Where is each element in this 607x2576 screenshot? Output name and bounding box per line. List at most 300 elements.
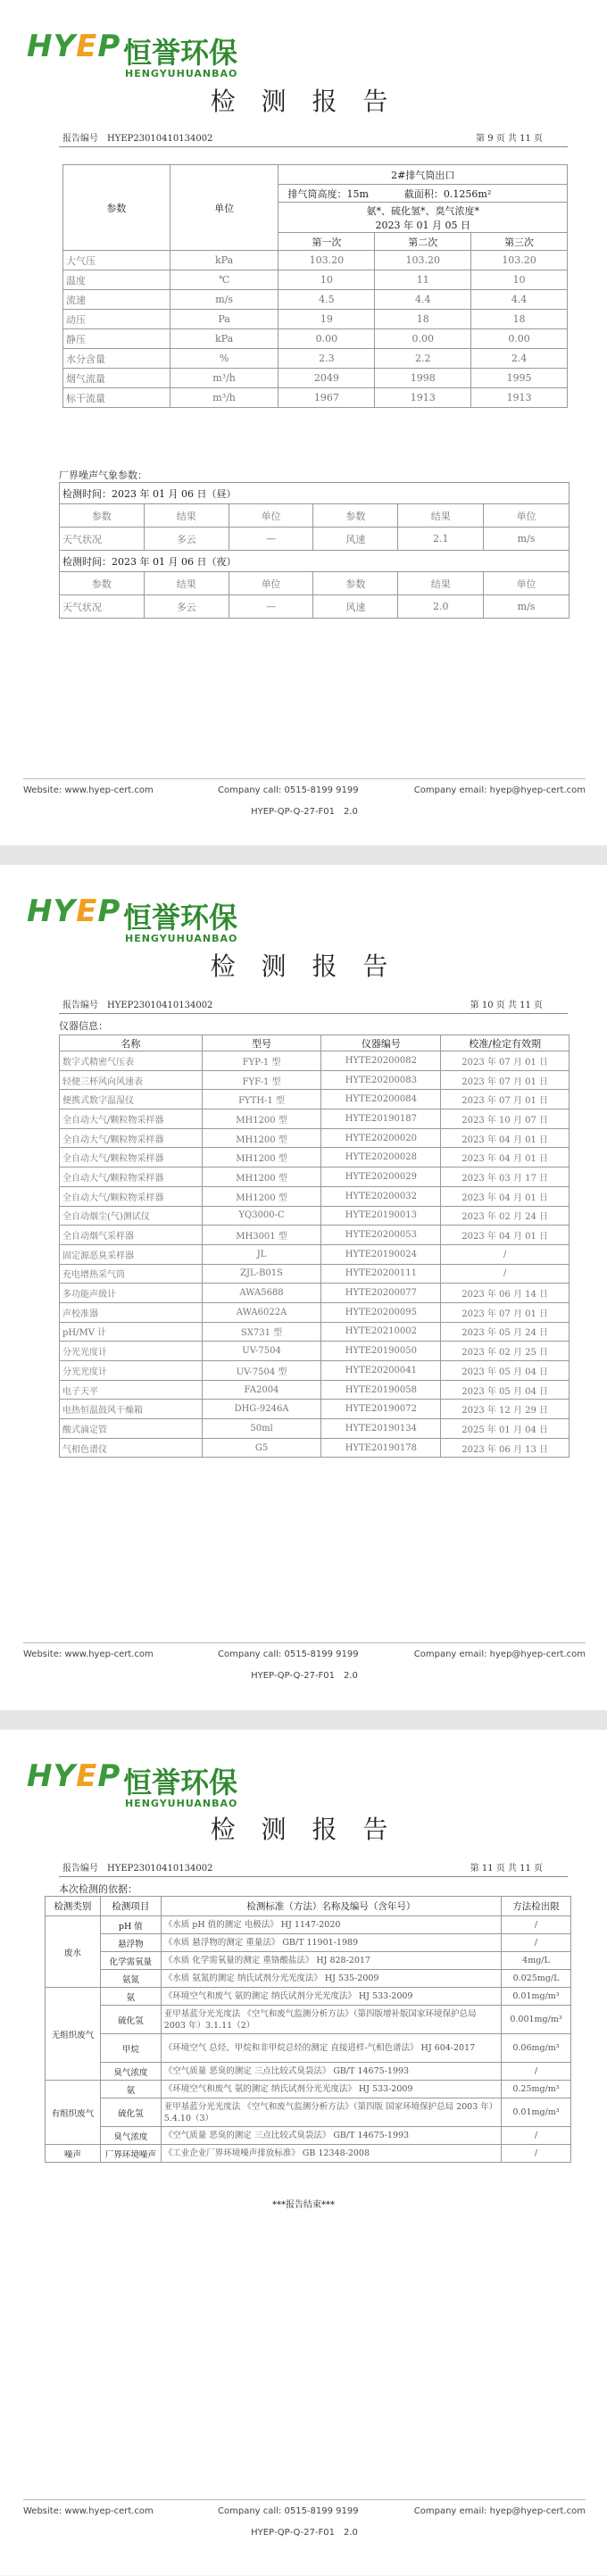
method-row	[46, 2006, 571, 2034]
logo-english: HENGYUHUANBAO	[125, 933, 238, 944]
emission-row	[63, 388, 568, 408]
noise-value-cell: 天气状况	[60, 595, 145, 619]
value-cell: 2049	[279, 369, 375, 388]
emission-row	[63, 329, 568, 349]
method-standard-cell: 《水质 pH 值的测定 电极法》 HJ 1147-2020	[161, 1916, 501, 1934]
instrument-header-cell: 型号	[202, 1035, 321, 1051]
method-standard-cell: 《环境空气 总烃、甲烷和非甲烷总烃的测定 直接进样-气相色谱法》 HJ 604-2017	[161, 2034, 501, 2063]
instrument-rows	[60, 1051, 570, 1458]
method-table	[45, 1896, 571, 2163]
instrument-cell: 分光光度计	[60, 1361, 203, 1381]
instrument-cell: 固定源恶臭采样器	[60, 1244, 203, 1264]
page-number: 第 10 页 共 11 页	[470, 1001, 543, 1010]
footer-phone: Company call: 0515-8199 9199	[218, 2506, 359, 2516]
instrument-cell: 2023 年 05 月 04 日	[441, 1380, 570, 1400]
instrument-cell: HYTE20190187	[321, 1109, 441, 1129]
instrument-cell: SX731 型	[202, 1322, 321, 1342]
method-item-cell: 硫化氢	[100, 2006, 161, 2034]
method-row	[46, 2145, 571, 2163]
stack-height: 排气筒高度：15m	[287, 187, 369, 200]
method-limit-cell: 0.25mg/m³	[502, 2081, 571, 2098]
emission-table	[62, 164, 568, 408]
noise-header-row-day	[60, 504, 570, 528]
value-cell: 10	[471, 270, 568, 290]
instrument-row	[60, 1264, 570, 1284]
method-limit-cell: /	[502, 2127, 571, 2145]
method-item-cell: 甲烷	[100, 2034, 161, 2063]
emission-row	[63, 369, 568, 388]
method-standard-cell: 《工业企业厂界环境噪声排放标准》 GB 12348-2008	[161, 2145, 501, 2163]
instrument-row	[60, 1090, 570, 1109]
instrument-cell: 2023 年 04 月 01 日	[441, 1128, 570, 1148]
instrument-row	[60, 1361, 570, 1381]
method-standard-cell: 《水质 氨氮的测定 纳氏试剂分光光度法》 HJ 535-2009	[161, 1970, 501, 1988]
instrument-row	[60, 1186, 570, 1206]
report-number: 报告编号 HYEP23010410134002	[62, 1001, 213, 1010]
instrument-row	[60, 1419, 570, 1439]
noise-header-cell: 参数	[60, 572, 145, 595]
footer-phone: Company call: 0515-8199 9199	[218, 785, 359, 795]
header-rule	[59, 1013, 568, 1014]
stack-info	[279, 185, 568, 203]
instrument-cell: HYTE20190024	[321, 1244, 441, 1264]
footer-email[interactable]: Company email: hyep@hyep-cert.com	[413, 2506, 586, 2516]
footer-email[interactable]: Company email: hyep@hyep-cert.com	[413, 785, 586, 795]
param-cell: 烟气流量	[63, 369, 170, 388]
instrument-cell: MH3001 型	[202, 1226, 321, 1245]
instrument-cell: MH1200 型	[202, 1168, 321, 1187]
report-title: 检 测 报 告	[210, 87, 397, 116]
instrument-cell: UV-7504 型	[202, 1361, 321, 1381]
instrument-row	[60, 1244, 570, 1264]
logo-mark: HYEP	[27, 1758, 121, 1794]
instrument-cell: HYTE20190178	[321, 1438, 441, 1458]
value-cell: 11	[375, 270, 471, 290]
instrument-header-cell: 校准/检定有效期	[441, 1035, 570, 1051]
noise-header-cell: 结果	[398, 504, 484, 528]
instrument-cell: 2023 年 07 月 01 日	[441, 1090, 570, 1109]
report-number: 报告编号 HYEP23010410134002	[62, 1864, 213, 1874]
method-item-cell: 臭气浓度	[100, 2127, 161, 2145]
method-standard-cell: 《水质 化学需氧量的测定 重铬酸盐法》 HJ 828-2017	[161, 1952, 501, 1970]
instrument-cell: 2023 年 02 月 25 日	[441, 1342, 570, 1361]
value-cell: 0.00	[279, 329, 375, 349]
instrument-cell: MH1200 型	[202, 1148, 321, 1168]
instrument-cell: 2023 年 07 月 01 日	[441, 1051, 570, 1071]
instrument-cell: 酸式滴定管	[60, 1419, 203, 1439]
method-limit-cell: 0.025mg/L	[502, 1970, 571, 1988]
instrument-row	[60, 1206, 570, 1226]
emission-row	[63, 251, 568, 270]
stack-area: 截面积：0.1256m²	[403, 187, 492, 200]
instrument-cell: 2025 年 01 月 04 日	[441, 1419, 570, 1439]
logo-mark: HYEP	[27, 29, 121, 64]
method-row	[46, 1970, 571, 1988]
logo-mark: HYEP	[27, 893, 121, 929]
footer-code: HYEP-QP-Q-27-F01 2.0	[251, 1671, 358, 1681]
instrument-cell: pH/MV 计	[60, 1322, 203, 1342]
noise-value-cell: —	[229, 595, 313, 619]
noise-header-cell: 结果	[144, 504, 229, 528]
page-gap	[0, 845, 607, 865]
noise-value-cell: 风速	[313, 528, 398, 551]
method-limit-cell: 0.06mg/m³	[502, 2034, 571, 2063]
unit-cell: kPa	[170, 329, 279, 349]
instrument-cell: HYTE20200111	[321, 1264, 441, 1284]
method-category-cell: 噪声	[46, 2145, 101, 2163]
method-limit-cell: /	[502, 1916, 571, 1934]
value-cell: 1913	[471, 388, 568, 408]
value-cell: 1995	[471, 369, 568, 388]
instrument-cell: 2023 年 05 月 04 日	[441, 1361, 570, 1381]
method-standard-cell: 亚甲基蓝分光光度法 《空气和废气监测分析方法》（第四版 国家环境保护总局 2003 年）5.4.10（3）	[161, 2098, 501, 2127]
noise-header-cell: 参数	[313, 504, 398, 528]
run-2-header: 第二次	[375, 233, 471, 251]
unit-cell: ℃	[170, 270, 279, 290]
instrument-cell: 全自动大气/颗粒物采样器	[60, 1186, 203, 1206]
instrument-row	[60, 1070, 570, 1090]
noise-day-row	[60, 528, 570, 551]
method-row	[46, 1952, 571, 1970]
report-page-11	[0, 1730, 607, 2575]
footer-email[interactable]: Company email: hyep@hyep-cert.com	[413, 1649, 586, 1659]
method-limit-cell: /	[502, 2145, 571, 2163]
value-cell: 2.3	[279, 349, 375, 369]
unit-header: 单位	[170, 165, 279, 251]
logo-english: HENGYUHUANBAO	[125, 1798, 238, 1809]
value-cell: 103.20	[279, 251, 375, 270]
unit-cell: kPa	[170, 251, 279, 270]
param-cell: 标干流量	[63, 388, 170, 408]
instrument-cell: 2023 年 04 月 01 日	[441, 1148, 570, 1168]
instrument-cell: HYTE20200083	[321, 1070, 441, 1090]
instrument-row	[60, 1284, 570, 1303]
footer-rule	[23, 1642, 586, 1643]
method-header-cell: 检测项目	[100, 1897, 161, 1916]
method-category-cell: 废水	[46, 1916, 101, 1988]
noise-header-row-night	[60, 572, 570, 595]
param-cell: 静压	[63, 329, 170, 349]
emission-row	[63, 290, 568, 310]
instrument-cell: MH1200 型	[202, 1109, 321, 1129]
report-title: 检 测 报 告	[210, 951, 397, 981]
value-cell: 1967	[279, 388, 375, 408]
noise-table	[59, 482, 570, 619]
method-row	[46, 2081, 571, 2098]
method-row	[46, 2063, 571, 2081]
instrument-cell: HYTE20200029	[321, 1168, 441, 1187]
instrument-row	[60, 1322, 570, 1342]
logo-chinese: 恒誉环保	[123, 901, 238, 935]
instrument-cell: HYTE20200028	[321, 1148, 441, 1168]
method-category-cell: 无组织废气	[46, 1988, 101, 2081]
noise-value-cell: 多云	[144, 595, 229, 619]
instrument-cell: 2023 年 06 月 14 日	[441, 1284, 570, 1303]
method-limit-cell: 0.01mg/m³	[502, 1988, 571, 2006]
instrument-cell: 电子天平	[60, 1380, 203, 1400]
method-row	[46, 2098, 571, 2127]
instrument-cell: HYTE20200082	[321, 1051, 441, 1071]
param-cell: 温度	[63, 270, 170, 290]
param-cell: 动压	[63, 310, 170, 329]
noise-value-cell: 2.0	[398, 595, 484, 619]
pollutant-date	[279, 203, 568, 233]
footer-code: HYEP-QP-Q-27-F01 2.0	[251, 2528, 358, 2538]
footer-website[interactable]: Website: www.hyep-cert.com	[23, 2506, 154, 2516]
param-cell: 水分含量	[63, 349, 170, 369]
logo-chinese: 恒誉环保	[123, 36, 238, 70]
footer-code: HYEP-QP-Q-27-F01 2.0	[251, 807, 358, 817]
noise-header-cell: 单位	[484, 572, 570, 595]
noise-value-cell: 2.1	[398, 528, 484, 551]
value-cell: 1998	[375, 369, 471, 388]
method-item-cell: 厂界环境噪声	[100, 2145, 161, 2163]
instrument-cell: FYTH-1 型	[202, 1090, 321, 1109]
instrument-cell: HYTE20200032	[321, 1186, 441, 1206]
noise-header-cell: 结果	[398, 572, 484, 595]
noise-title: 厂界噪声气象参数：	[59, 469, 147, 481]
instrument-header-cell: 名称	[60, 1035, 203, 1051]
instrument-cell: HYTE20190058	[321, 1380, 441, 1400]
value-cell: 0.00	[375, 329, 471, 349]
value-cell: 2.4	[471, 349, 568, 369]
instrument-cell: 全自动大气/颗粒物采样器	[60, 1128, 203, 1148]
noise-header-cell: 单位	[484, 504, 570, 528]
instrument-title: 仪器信息：	[59, 1020, 108, 1032]
logo-chinese: 恒誉环保	[123, 1766, 238, 1799]
instrument-cell: 全自动烟尘(气)测试仪	[60, 1206, 203, 1226]
method-rows	[46, 1916, 571, 2163]
noise-value-cell: —	[229, 528, 313, 551]
noise-night-time: 检测时间：2023 年 01 月 06 日（夜）	[60, 551, 570, 572]
instrument-row	[60, 1400, 570, 1419]
instrument-cell: 2023 年 06 月 13 日	[441, 1438, 570, 1458]
method-row	[46, 1988, 571, 2006]
instrument-cell: 2023 年 07 月 01 日	[441, 1070, 570, 1090]
instrument-cell: HYTE20200053	[321, 1226, 441, 1245]
method-header-cell: 检测标准（方法）名称及编号（含年号）	[161, 1897, 501, 1916]
page-number: 第 9 页 共 11 页	[476, 134, 543, 144]
method-item-cell: 氨氮	[100, 1970, 161, 1988]
unit-cell: Pa	[170, 310, 279, 329]
instrument-cell: 全自动大气/颗粒物采样器	[60, 1109, 203, 1129]
instrument-cell: 电热恒温鼓风干燥箱	[60, 1400, 203, 1419]
sampling-date: 2023 年 01 月 05 日	[375, 219, 470, 231]
value-cell: 10	[279, 270, 375, 290]
unit-cell: m³/h	[170, 369, 279, 388]
page-number: 第 11 页 共 11 页	[470, 1864, 543, 1874]
instrument-cell: 2023 年 07 月 01 日	[441, 1302, 570, 1322]
instrument-cell: 2023 年 03 月 17 日	[441, 1168, 570, 1187]
method-limit-cell: 0.01mg/m³	[502, 2098, 571, 2127]
noise-header-cell: 参数	[313, 572, 398, 595]
instrument-cell: HYTE20200095	[321, 1302, 441, 1322]
instrument-cell: G5	[202, 1438, 321, 1458]
footer-rule	[23, 778, 586, 779]
instrument-cell: HYTE20190134	[321, 1419, 441, 1439]
method-limit-cell: /	[502, 2063, 571, 2081]
method-header-cell: 检测类别	[46, 1897, 101, 1916]
instrument-cell: 多功能声级计	[60, 1284, 203, 1303]
method-standard-cell: 《空气质量 恶臭的测定 三点比较式臭袋法》 GB/T 14675-1993	[161, 2063, 501, 2081]
method-header-row	[46, 1897, 571, 1916]
noise-header-cell: 参数	[60, 504, 145, 528]
outlet-name: 2#排气筒出口	[279, 165, 568, 185]
method-item-cell: 硫化氢	[100, 2098, 161, 2127]
instrument-cell: 轻便三杯风向风速表	[60, 1070, 203, 1090]
instrument-cell: HYTE20190013	[321, 1206, 441, 1226]
method-row	[46, 1916, 571, 1934]
instrument-cell: 声校准器	[60, 1302, 203, 1322]
instrument-cell: 2023 年 10 月 07 日	[441, 1109, 570, 1129]
instrument-row	[60, 1109, 570, 1129]
report-page-9	[0, 0, 607, 845]
method-item-cell: 氨	[100, 2081, 161, 2098]
instrument-cell: DHG-9246A	[202, 1400, 321, 1419]
method-standard-cell: 《环境空气和废气 氨的测定 纳氏试剂分光光度法》 HJ 533-2009	[161, 2081, 501, 2098]
noise-night-row	[60, 595, 570, 619]
instrument-row	[60, 1380, 570, 1400]
noise-value-cell: 风速	[313, 595, 398, 619]
method-item-cell: 化学需氧量	[100, 1952, 161, 1970]
footer-rule	[23, 2499, 586, 2500]
emission-row	[63, 310, 568, 329]
noise-header-cell: 单位	[229, 504, 313, 528]
value-cell: 18	[375, 310, 471, 329]
instrument-cell: 2023 年 02 月 24 日	[441, 1206, 570, 1226]
noise-value-cell: m/s	[484, 595, 570, 619]
instrument-cell: 全自动大气/颗粒物采样器	[60, 1168, 203, 1187]
instrument-cell: MH1200 型	[202, 1186, 321, 1206]
method-standard-cell: 《空气质量 恶臭的测定 三点比较式臭袋法》 GB/T 14675-1993	[161, 2127, 501, 2145]
instrument-cell: /	[441, 1264, 570, 1284]
instrument-row	[60, 1438, 570, 1458]
report-page-10	[0, 865, 607, 1710]
instrument-cell: AWA6022A	[202, 1302, 321, 1322]
method-limit-cell: 0.001mg/m³	[502, 2006, 571, 2034]
instrument-cell: UV-7504	[202, 1342, 321, 1361]
method-standard-cell: 亚甲基蓝分光光度法 《空气和废气监测分析方法》（第四版增补版国家环境保护总局 2003 年）3.1.11（2）	[161, 2006, 501, 2034]
instrument-cell: AWA5688	[202, 1284, 321, 1303]
value-cell: 2.2	[375, 349, 471, 369]
instrument-cell: 便携式数字温湿仪	[60, 1090, 203, 1109]
instrument-row	[60, 1342, 570, 1361]
report-title: 检 测 报 告	[210, 1815, 397, 1844]
value-cell: 4.4	[375, 290, 471, 310]
instrument-cell: FYP-1 型	[202, 1051, 321, 1071]
instrument-cell: MH1200 型	[202, 1128, 321, 1148]
instrument-row	[60, 1051, 570, 1071]
report-number: 报告编号 HYEP23010410134002	[62, 134, 213, 144]
footer-website[interactable]: Website: www.hyep-cert.com	[23, 1649, 154, 1659]
instrument-cell: HYTE20200077	[321, 1284, 441, 1303]
instrument-header-cell: 仪器编号	[321, 1035, 441, 1051]
value-cell: 0.00	[471, 329, 568, 349]
instrument-row	[60, 1168, 570, 1187]
method-row	[46, 1934, 571, 1952]
noise-day-time: 检测时间：2023 年 01 月 06 日（昼）	[60, 483, 570, 504]
unit-cell: %	[170, 349, 279, 369]
noise-value-cell: 多云	[144, 528, 229, 551]
param-header: 参数	[63, 165, 170, 251]
instrument-cell: YQ3000-C	[202, 1206, 321, 1226]
instrument-cell: 2023 年 12 月 29 日	[441, 1400, 570, 1419]
instrument-cell: 全自动大气/颗粒物采样器	[60, 1148, 203, 1168]
noise-value-cell: m/s	[484, 528, 570, 551]
noise-header-cell: 单位	[229, 572, 313, 595]
method-standard-cell: 《水质 悬浮物的测定 重量法》 GB/T 11901-1989	[161, 1934, 501, 1952]
instrument-table	[59, 1035, 570, 1458]
instrument-cell: 气相色谱仪	[60, 1438, 203, 1458]
noise-header-cell: 结果	[144, 572, 229, 595]
param-cell: 大气压	[63, 251, 170, 270]
instrument-cell: 2023 年 04 月 01 日	[441, 1226, 570, 1245]
emission-row	[63, 349, 568, 369]
instrument-cell: 数字式精密气压表	[60, 1051, 203, 1071]
method-limit-cell: 4mg/L	[502, 1952, 571, 1970]
instrument-row	[60, 1226, 570, 1245]
instrument-cell: HYTE20200084	[321, 1090, 441, 1109]
instrument-cell: 充电增热采气筒	[60, 1264, 203, 1284]
instrument-cell: JL	[202, 1244, 321, 1264]
method-limit-cell: /	[502, 1934, 571, 1952]
header-rule	[59, 146, 568, 147]
instrument-cell: /	[441, 1244, 570, 1264]
method-header-cell: 方法检出限	[502, 1897, 571, 1916]
unit-cell: m³/h	[170, 388, 279, 408]
report-end-note: ***报告结束***	[272, 2200, 335, 2210]
method-row	[46, 2127, 571, 2145]
value-cell: 19	[279, 310, 375, 329]
header-rule	[59, 1876, 568, 1877]
emission-rows	[63, 251, 568, 408]
instrument-cell: 50ml	[202, 1419, 321, 1439]
instrument-cell: FA2004	[202, 1380, 321, 1400]
footer-website[interactable]: Website: www.hyep-cert.com	[23, 785, 154, 795]
instrument-header-row	[60, 1035, 570, 1051]
method-item-cell: 悬浮物	[100, 1934, 161, 1952]
instrument-cell: HYTE20200020	[321, 1128, 441, 1148]
logo-english: HENGYUHUANBAO	[125, 68, 238, 79]
method-title: 本次检测的依据：	[59, 1883, 137, 1895]
instrument-cell: HYTE20190072	[321, 1400, 441, 1419]
instrument-cell: HYTE20200041	[321, 1361, 441, 1381]
value-cell: 18	[471, 310, 568, 329]
instrument-cell: 分光光度计	[60, 1342, 203, 1361]
unit-cell: m/s	[170, 290, 279, 310]
method-item-cell: pH 值	[100, 1916, 161, 1934]
method-item-cell: 氨	[100, 1988, 161, 2006]
instrument-row	[60, 1302, 570, 1322]
instrument-row	[60, 1148, 570, 1168]
noise-value-cell: 天气状况	[60, 528, 145, 551]
method-standard-cell: 《环境空气和废气 氨的测定 纳氏试剂分光光度法》 HJ 533-2009	[161, 1988, 501, 2006]
value-cell: 1913	[375, 388, 471, 408]
emission-row	[63, 270, 568, 290]
instrument-cell: FYF-1 型	[202, 1070, 321, 1090]
run-1-header: 第一次	[279, 233, 375, 251]
param-cell: 流速	[63, 290, 170, 310]
value-cell: 103.20	[471, 251, 568, 270]
page-gap	[0, 1710, 607, 1730]
footer-phone: Company call: 0515-8199 9199	[218, 1649, 359, 1659]
method-row	[46, 2034, 571, 2063]
value-cell: 103.20	[375, 251, 471, 270]
instrument-cell: 2023 年 04 月 01 日	[441, 1186, 570, 1206]
method-item-cell: 臭气浓度	[100, 2063, 161, 2081]
instrument-cell: HYTE20190050	[321, 1342, 441, 1361]
pollutant-list: 氨*、硫化氢*、臭气浓度*	[366, 204, 479, 217]
